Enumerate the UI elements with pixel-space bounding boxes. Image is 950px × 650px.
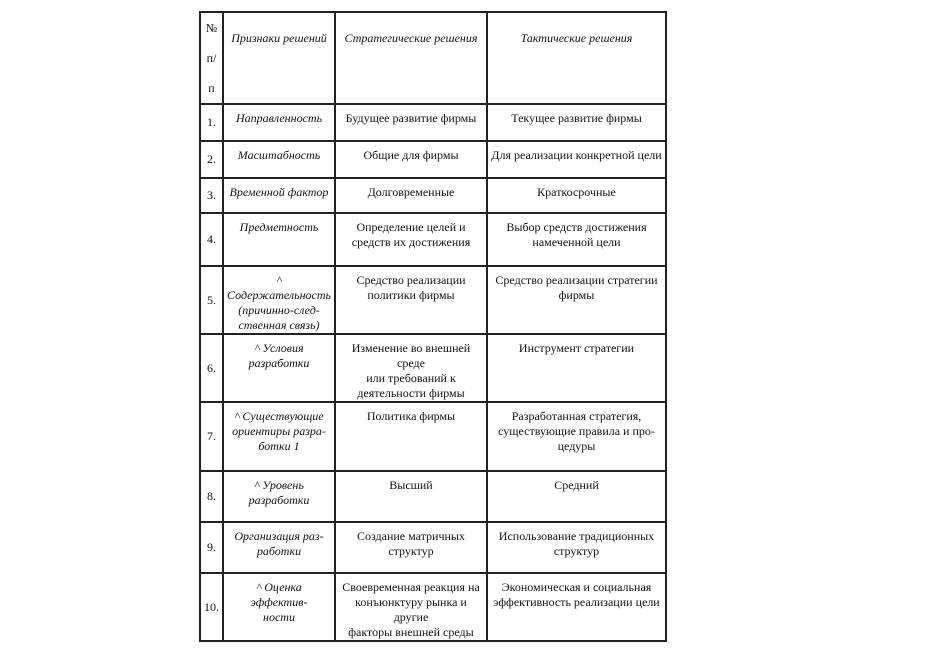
- strategic-cell: [335, 213, 487, 266]
- header-number: [200, 12, 223, 104]
- strategic-cell-line: политики фирмы: [367, 288, 455, 302]
- table-body: [200, 104, 666, 641]
- strategic-cell-line: Высший: [389, 478, 433, 492]
- tactical-cell: [487, 471, 666, 522]
- header-tactical: Тактические решения: [487, 12, 666, 104]
- tactical-cell: [487, 104, 666, 141]
- tactical-cell: [487, 334, 666, 402]
- feature-cell-line: (причинно-след-: [238, 303, 320, 317]
- strategic-cell: [335, 573, 487, 641]
- row-number: 5.: [200, 266, 223, 334]
- tactical-cell-line: Текущее развитие фирмы: [511, 111, 642, 125]
- feature-cell-line: ственная связь): [238, 318, 320, 332]
- feature-cell: [223, 402, 335, 471]
- strategic-cell-line: Будущее развитие фирмы: [345, 111, 477, 125]
- feature-cell: [223, 213, 335, 266]
- strategic-cell: [335, 141, 487, 178]
- tactical-cell: [487, 402, 666, 471]
- feature-cell-line: ориентиры разра-: [232, 424, 326, 438]
- feature-cell-line: ^ Уровень: [254, 478, 304, 492]
- row-number: 3.: [200, 178, 223, 213]
- table-row: [200, 141, 666, 178]
- feature-cell-line: Предметность: [239, 220, 319, 234]
- tactical-cell-line: Инструмент стратегии: [518, 341, 635, 355]
- table-row: [200, 334, 666, 402]
- feature-cell: [223, 471, 335, 522]
- tactical-cell-line: Для реализации конкретной цели: [491, 148, 662, 162]
- strategic-cell: [335, 104, 487, 141]
- row-number: 8.: [200, 471, 223, 522]
- tactical-cell-line: намеченной цели: [532, 235, 621, 249]
- tactical-cell-line: цедуры: [557, 439, 596, 453]
- tactical-cell-line: Разработанная стратегия,: [511, 409, 642, 423]
- strategic-cell-line: Создание матричных: [357, 529, 465, 543]
- tactical-cell-line: структур: [553, 544, 600, 558]
- tactical-cell-line: Использование традиционных: [498, 529, 655, 543]
- strategic-cell-line: Определение целей и: [356, 220, 466, 234]
- feature-cell: [223, 522, 335, 573]
- strategic-cell-line: деятельности фирмы: [357, 386, 465, 400]
- tactical-cell-line: Средство реализации стратегии: [495, 273, 658, 287]
- row-number: 2.: [200, 141, 223, 178]
- table-row: [200, 178, 666, 213]
- feature-cell-line: Организация раз-: [234, 529, 324, 543]
- strategic-cell-line: Своевременная реакция на: [342, 580, 480, 594]
- tactical-cell: [487, 573, 666, 641]
- tactical-cell-line: фирмы: [558, 288, 595, 302]
- strategic-cell-line: или требований к: [366, 371, 456, 385]
- tactical-cell-line: Экономическая и социальная: [501, 580, 652, 594]
- tactical-cell: [487, 266, 666, 334]
- strategic-cell: [335, 266, 487, 334]
- feature-cell: [223, 573, 335, 641]
- tactical-cell: [487, 213, 666, 266]
- table-row: [200, 266, 666, 334]
- strategic-cell-line: Долговременные: [367, 185, 455, 199]
- table-row: [200, 213, 666, 266]
- tactical-cell-line: Выбор средств достижения: [506, 220, 647, 234]
- row-number: 9.: [200, 522, 223, 573]
- tactical-cell-line: эффективность реализации цели: [493, 595, 660, 609]
- header-strategic: Стратегические решения: [335, 12, 487, 104]
- tactical-cell: [487, 522, 666, 573]
- feature-cell-line: разработки: [248, 493, 310, 507]
- feature-cell: [223, 104, 335, 141]
- feature-cell: [223, 141, 335, 178]
- decisions-comparison-table: [199, 11, 667, 642]
- tactical-cell-line: Краткосрочные: [537, 185, 616, 199]
- strategic-cell-line: средств их достижения: [351, 235, 471, 249]
- header-feature: Признаки решений: [223, 12, 335, 104]
- header-number-line1: №: [205, 21, 218, 35]
- feature-cell-line: ^ Существующие: [234, 409, 324, 423]
- row-number: 7.: [200, 402, 223, 471]
- feature-cell-line: ^ Условия: [254, 341, 304, 355]
- comparison-table-wrapper: [199, 11, 667, 642]
- table-row: [200, 104, 666, 141]
- table-row: [200, 573, 666, 641]
- table-row: [200, 522, 666, 573]
- strategic-cell: [335, 402, 487, 471]
- row-number: 4.: [200, 213, 223, 266]
- strategic-cell-line: Изменение во внешней среде: [351, 341, 471, 370]
- strategic-cell: [335, 522, 487, 573]
- feature-cell-line: ^ Оценка эффектив-: [250, 580, 308, 609]
- strategic-cell: [335, 334, 487, 402]
- feature-cell-line: Направленность: [235, 111, 323, 125]
- table-row: [200, 471, 666, 522]
- row-number: 10.: [200, 573, 223, 641]
- feature-cell-line: ^: [276, 273, 282, 287]
- tactical-cell-line: Средний: [554, 478, 599, 492]
- feature-cell-line: разработки: [248, 356, 310, 370]
- row-number: 6.: [200, 334, 223, 402]
- tactical-cell: [487, 141, 666, 178]
- feature-cell-line: Масштабность: [237, 148, 321, 162]
- feature-cell: [223, 178, 335, 213]
- strategic-cell: [335, 178, 487, 213]
- feature-cell-line: Содержательность: [227, 288, 331, 302]
- feature-cell-line: ботки 1: [258, 439, 300, 453]
- strategic-cell-line: Политика фирмы: [366, 409, 456, 423]
- feature-cell: [223, 266, 335, 334]
- feature-cell-line: ности: [263, 610, 295, 624]
- feature-cell-line: работки: [256, 544, 302, 558]
- table-header-row: [200, 12, 666, 104]
- header-number-line2: п/п: [206, 51, 217, 95]
- tactical-cell-line: существующие правила и про-: [498, 424, 655, 438]
- feature-cell: [223, 334, 335, 402]
- table-row: [200, 402, 666, 471]
- strategic-cell: [335, 471, 487, 522]
- strategic-cell-line: Средство реализации: [356, 273, 466, 287]
- strategic-cell-line: факторы внешней среды: [348, 625, 474, 639]
- feature-cell-line: Временной фактор: [229, 185, 329, 199]
- tactical-cell: [487, 178, 666, 213]
- strategic-cell-line: Общие для фирмы: [363, 148, 459, 162]
- strategic-cell-line: структур: [388, 544, 434, 558]
- strategic-cell-line: конъюнктуру рынка и другие: [355, 595, 467, 624]
- row-number: 1.: [200, 104, 223, 141]
